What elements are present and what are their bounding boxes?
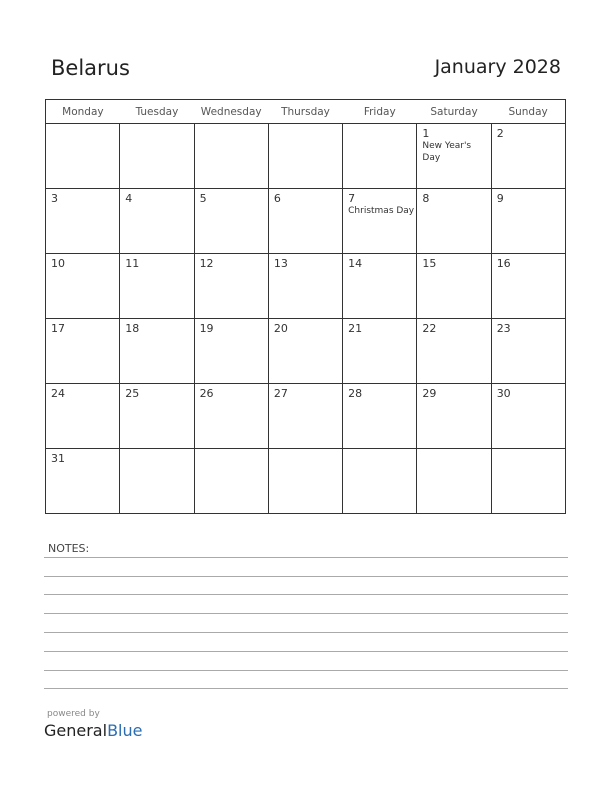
notes-line bbox=[44, 651, 568, 652]
day-cell bbox=[491, 254, 565, 319]
brand-blue: Blue bbox=[107, 721, 143, 740]
day-number: 13 bbox=[273, 257, 288, 270]
day-cell bbox=[194, 189, 268, 254]
day-number: 22 bbox=[422, 322, 437, 335]
day-number: 1 bbox=[422, 127, 430, 140]
day-cell bbox=[417, 449, 491, 514]
generalblue-logo bbox=[44, 721, 142, 740]
day-cell bbox=[268, 319, 342, 384]
weekday-header: Monday bbox=[46, 100, 120, 124]
day-number: 11 bbox=[125, 257, 140, 270]
day-cell bbox=[120, 449, 194, 514]
day-cell bbox=[46, 384, 120, 449]
day-number: 2 bbox=[496, 127, 504, 140]
week-row bbox=[46, 384, 566, 449]
weekday-header: Thursday bbox=[268, 100, 342, 124]
notes-label: NOTES: bbox=[48, 542, 90, 555]
day-number: 16 bbox=[496, 257, 511, 270]
calendar-grid bbox=[45, 99, 566, 514]
day-number: 5 bbox=[199, 192, 207, 205]
day-cell bbox=[343, 319, 417, 384]
notes-line bbox=[44, 632, 568, 633]
day-cell bbox=[491, 124, 565, 189]
day-number: 3 bbox=[51, 192, 58, 205]
day-cell bbox=[194, 319, 268, 384]
month-title: January 2028 bbox=[434, 56, 561, 78]
day-cell bbox=[194, 254, 268, 319]
week-row bbox=[46, 254, 566, 319]
day-cell bbox=[120, 189, 194, 254]
holiday-label: Christmas Day bbox=[348, 206, 415, 216]
day-cell bbox=[268, 189, 342, 254]
day-cell bbox=[46, 254, 120, 319]
day-number: 14 bbox=[348, 257, 363, 270]
weekday-header-row bbox=[46, 100, 566, 124]
day-number: 15 bbox=[422, 257, 437, 270]
day-number: 10 bbox=[51, 257, 65, 270]
day-number: 20 bbox=[273, 322, 288, 335]
day-number: 30 bbox=[496, 387, 511, 400]
day-cell bbox=[268, 384, 342, 449]
day-cell bbox=[268, 124, 342, 189]
notes-line bbox=[44, 613, 568, 614]
day-cell bbox=[343, 449, 417, 514]
day-cell bbox=[343, 254, 417, 319]
day-cell bbox=[46, 189, 120, 254]
notes-line bbox=[44, 594, 568, 595]
day-number: 23 bbox=[496, 322, 511, 335]
powered-by-text: powered by bbox=[47, 709, 100, 719]
day-cell bbox=[46, 319, 120, 384]
day-cell bbox=[194, 124, 268, 189]
day-cell bbox=[46, 449, 120, 514]
day-number: 9 bbox=[496, 192, 504, 205]
week-row bbox=[46, 319, 566, 384]
weekday-header: Tuesday bbox=[120, 100, 194, 124]
day-cell bbox=[343, 384, 417, 449]
day-number: 4 bbox=[125, 192, 133, 205]
day-cell bbox=[120, 319, 194, 384]
day-cell bbox=[194, 384, 268, 449]
weekday-header: Friday bbox=[343, 100, 417, 124]
notes-line bbox=[44, 670, 568, 671]
day-number: 29 bbox=[422, 387, 437, 400]
weekday-header: Sunday bbox=[491, 100, 565, 124]
day-cell bbox=[120, 384, 194, 449]
day-number: 28 bbox=[348, 387, 363, 400]
weekday-header: Wednesday bbox=[194, 100, 268, 124]
weekday-header: Saturday bbox=[417, 100, 491, 124]
day-cell bbox=[343, 124, 417, 189]
day-number: 24 bbox=[51, 387, 65, 400]
week-row bbox=[46, 449, 566, 514]
day-number: 25 bbox=[125, 387, 140, 400]
day-cell bbox=[268, 254, 342, 319]
day-number: 27 bbox=[273, 387, 288, 400]
day-number: 26 bbox=[199, 387, 214, 400]
day-cell bbox=[491, 189, 565, 254]
brand-general: General bbox=[44, 721, 108, 740]
holiday-label: New Year's Day bbox=[422, 141, 472, 163]
day-number: 17 bbox=[51, 322, 65, 335]
notes-line bbox=[44, 688, 568, 689]
day-number: 8 bbox=[422, 192, 430, 205]
week-row bbox=[46, 124, 566, 189]
day-number: 31 bbox=[51, 452, 65, 465]
day-cell bbox=[417, 319, 491, 384]
day-cell bbox=[120, 124, 194, 189]
country-title: Belarus bbox=[51, 56, 130, 80]
day-cell bbox=[417, 384, 491, 449]
day-cell bbox=[268, 449, 342, 514]
day-number: 7 bbox=[348, 192, 356, 205]
day-cell bbox=[417, 254, 491, 319]
day-cell bbox=[491, 449, 565, 514]
day-number: 18 bbox=[125, 322, 140, 335]
day-number: 19 bbox=[199, 322, 214, 335]
day-cell bbox=[194, 449, 268, 514]
day-cell bbox=[120, 254, 194, 319]
day-cell bbox=[491, 384, 565, 449]
notes-line bbox=[44, 557, 568, 558]
day-number: 21 bbox=[348, 322, 363, 335]
day-cell bbox=[417, 124, 491, 189]
day-cell bbox=[491, 319, 565, 384]
day-number: 12 bbox=[199, 257, 214, 270]
day-number: 6 bbox=[273, 192, 281, 205]
day-cell bbox=[417, 189, 491, 254]
day-cell bbox=[343, 189, 417, 254]
notes-line bbox=[44, 576, 568, 577]
day-cell bbox=[46, 124, 120, 189]
week-row bbox=[46, 189, 566, 254]
